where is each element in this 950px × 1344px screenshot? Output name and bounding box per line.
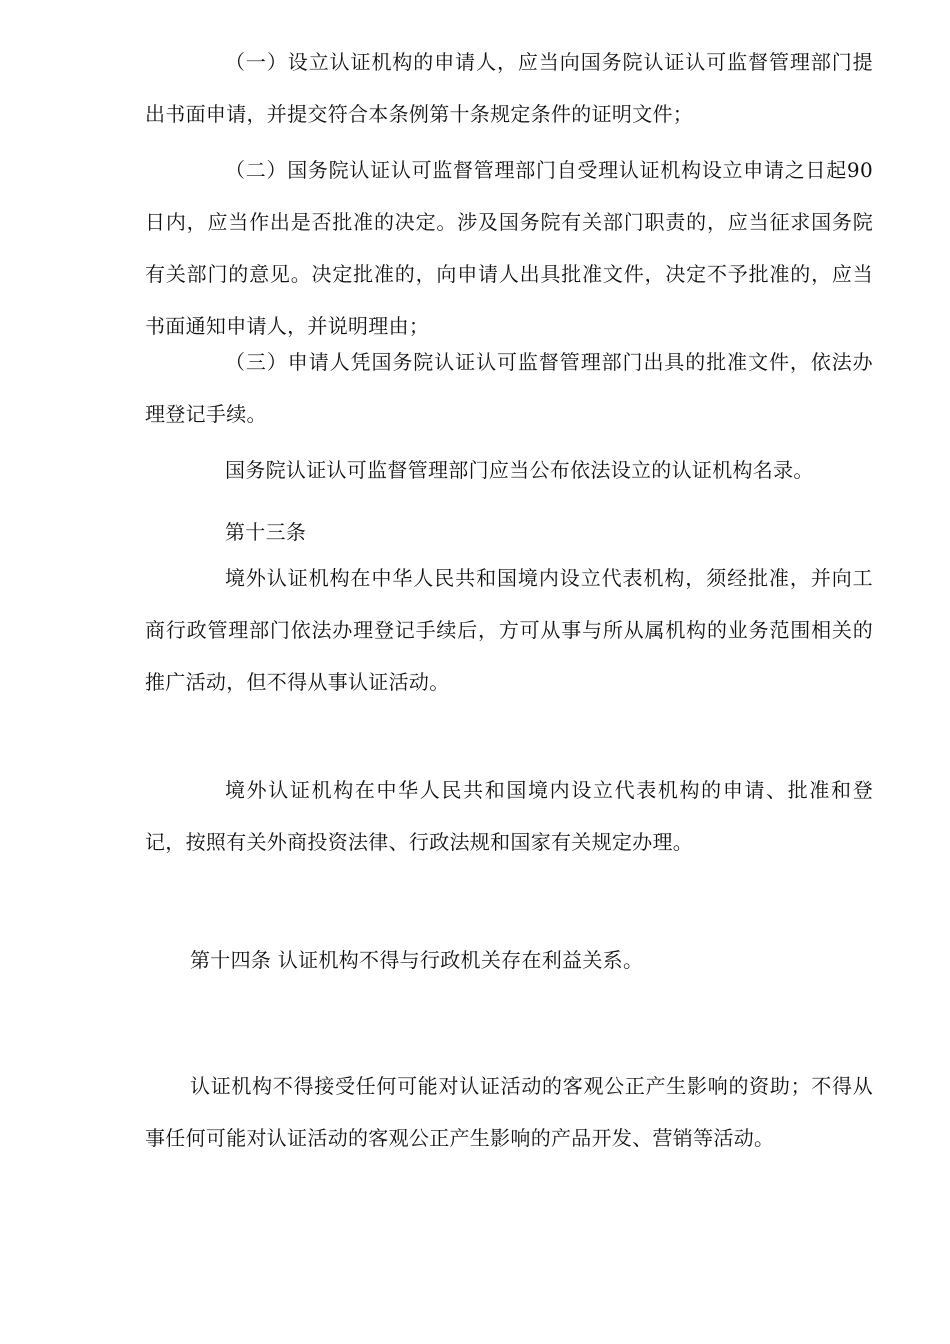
- paragraph-item-3: （三）申请人凭国务院认证认可监督管理部门出具的批准文件，依法办理登记手续。: [145, 350, 873, 426]
- paragraph-foreign-registration: 境外认证机构在中华人民共和国境内设立代表机构的申请、批准和登记，按照有关外商投资法律、行政法规和国家有关规定办理。: [145, 778, 873, 854]
- article-14: 第十四条 认证机构不得与行政机关存在利益关系。: [190, 948, 644, 972]
- paragraph-directory-notice: 国务院认证认可监督管理部门应当公布依法设立的认证机构名录。: [225, 458, 814, 482]
- paragraph-foreign-representative: 境外认证机构在中华人民共和国境内设立代表机构，须经批准，并向工商行政管理部门依法办理登记手续后，方可从事与所从属机构的业务范围相关的推广活动，但不得从事认证活动。: [145, 566, 873, 694]
- article-13-heading: 第十三条: [225, 520, 307, 544]
- paragraph-funding-restriction: 认证机构不得接受任何可能对认证活动的客观公正产生影响的资助；不得从事任何可能对认证活动的客观公正产生影响的产品开发、营销等活动。: [145, 1074, 873, 1150]
- paragraph-item-1: （一）设立认证机构的申请人，应当向国务院认证认可监督管理部门提出书面申请，并提交符合本条例第十条规定条件的证明文件；: [145, 50, 873, 126]
- paragraph-item-2: （二）国务院认证认可监督管理部门自受理认证机构设立申请之日起90日内，应当作出是否批准的决定。涉及国务院有关部门职责的，应当征求国务院有关部门的意见。决定批准的，向申请人出具批准文件，决定不予批准的，应当书面通知申请人，并说明理由；: [145, 158, 873, 338]
